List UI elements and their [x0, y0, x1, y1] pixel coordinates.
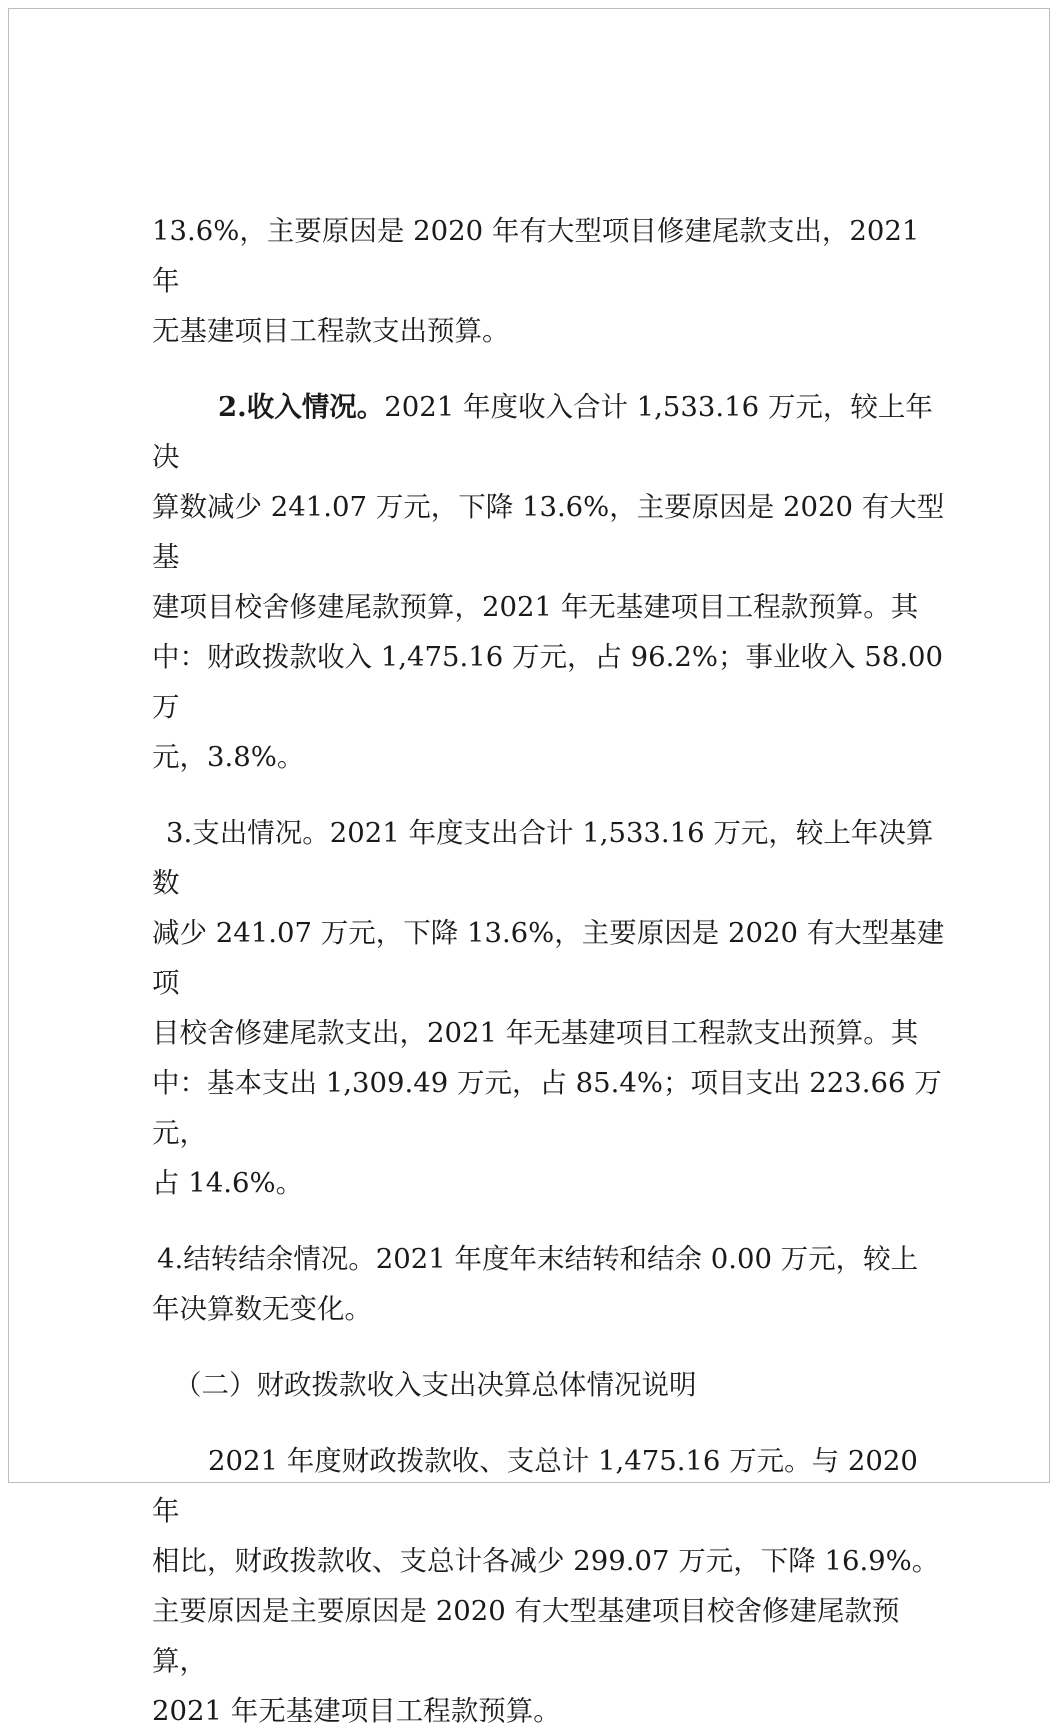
- section-heading: （二）财政拨款收入支出决算总体情况说明: [174, 1369, 697, 1401]
- paragraph-carryover: 4.结转结余情况。2021 年度年末结转和结余 0.00 万元，较上 年决算数无变化。: [152, 1243, 919, 1325]
- paragraph-income: [152, 382, 952, 782]
- page: [8, 8, 1050, 1727]
- income-heading: 2.收入情况。: [218, 391, 385, 423]
- paragraph-continuation: 13.6%，主要原因是 2020 年有大型项目修建尾款支出，2021 年 无基建项目工程款支出预算。: [152, 215, 920, 347]
- paragraph-expenditure: 3.支出情况。2021 年度支出合计 1,533.16 万元，较上年决算数 减少 241.07 万元，下降 13.6%，主要原因是 2020 有大型基建项 目校舍修建尾款支出，2021 年无基建项目工程款支出预算。其 中：基本支出 1,309.49 万元，占 85.4%；项目支出 223.66 万元， 占 14.6%。: [152, 817, 945, 1199]
- income-text: 2021 年度收入合计 1,533.16 万元，较上年决 算数减少 241.07 万元，下降 13.6%，主要原因是 2020 有大型基 建项目校舍修建尾款预算，2021 年无基建项目工程款预算。其 中：财政拨款收入 1,475.16 万元，占 96.2%；事业收入 58.00 万 元，3.8%。: [152, 391, 945, 773]
- document-body: [152, 206, 952, 1736]
- paragraph-fiscal-summary: 2021 年度财政拨款收、支总计 1,475.16 万元。与 2020 年 相比，财政拨款收、支总计各减少 299.07 万元，下降 16.9%。 主要原因是主要原因是 2020 有大型基建项目校舍修建尾款预算， 2021 年无基建项目工程款预算。: [152, 1445, 940, 1727]
